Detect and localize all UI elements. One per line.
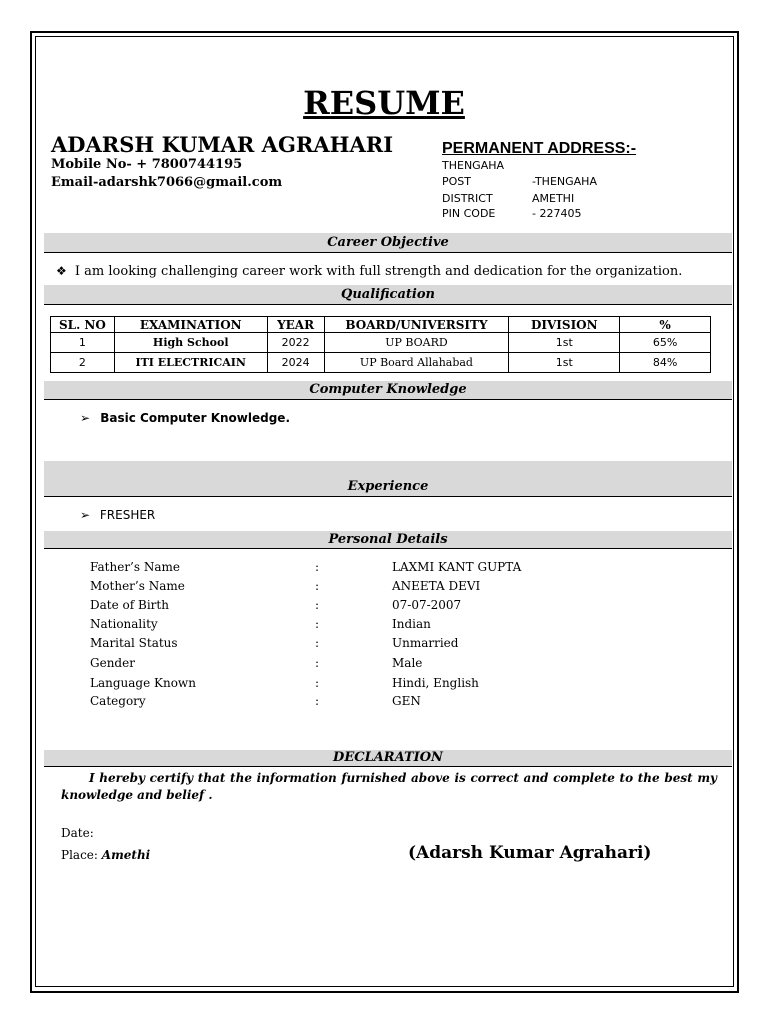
date-label: Date: [61, 826, 94, 840]
personal-colon: : [315, 579, 320, 593]
table-cell: 2024 [267, 353, 324, 373]
computer-knowledge-text: Basic Computer Knowledge. [100, 411, 290, 425]
personal-value: Indian [392, 617, 431, 631]
personal-colon: : [315, 636, 320, 650]
table-cell: UP Board Allahabad [324, 353, 509, 373]
table-cell: 65% [620, 333, 711, 353]
address-village: THENGAHA [442, 159, 505, 172]
personal-label: Father’s Name [90, 560, 180, 574]
personal-label: Mother’s Name [90, 579, 185, 593]
personal-value: Unmarried [392, 636, 459, 650]
personal-label: Date of Birth [90, 598, 169, 612]
personal-label: Language Known [90, 676, 196, 690]
career-objective-heading: Career Objective [44, 233, 732, 253]
column-header: BOARD/UNIVERSITY [324, 317, 509, 333]
table-cell: ITI ELECTRICAIN [114, 353, 267, 373]
table-cell: High School [114, 333, 267, 353]
personal-value: Male [392, 656, 423, 670]
resume-title: RESUME [303, 84, 465, 122]
personal-value: ANEETA DEVI [392, 579, 481, 593]
personal-value: GEN [392, 694, 421, 708]
arrow-bullet-icon: ➢ [80, 411, 91, 425]
personal-label: Nationality [90, 617, 158, 631]
table-row [51, 353, 711, 373]
computer-knowledge-heading: Computer Knowledge [44, 381, 732, 400]
column-header: SL. NO [51, 317, 115, 333]
address-district-label: DISTRICT [442, 192, 493, 205]
personal-value: Hindi, English [392, 676, 479, 690]
address-post-value: -THENGAHA [532, 175, 597, 188]
qualification-table [50, 316, 711, 373]
address-post-label: POST [442, 175, 471, 188]
email-address: Email-adarshk7066@gmail.com [51, 175, 283, 190]
personal-label: Category [90, 694, 146, 708]
signature-name: (Adarsh Kumar Agrahari) [408, 843, 652, 863]
personal-colon: : [315, 617, 320, 631]
declaration-text: I hereby certify that the information furnished above is correct and complete to the best my knowledge and belief . [61, 771, 717, 802]
qualification-heading: Qualification [44, 285, 732, 305]
candidate-name: ADARSH KUMAR AGRAHARI [51, 132, 394, 157]
table-cell: 1 [51, 333, 115, 353]
table-cell: 2022 [267, 333, 324, 353]
table-cell: 84% [620, 353, 711, 373]
personal-label: Marital Status [90, 636, 178, 650]
arrow-bullet-icon: ➢ [80, 508, 91, 522]
computer-knowledge-item [80, 411, 290, 425]
address-pin-label: PIN CODE [442, 207, 496, 220]
table-cell: 1st [509, 353, 620, 373]
declaration-paragraph [61, 770, 717, 804]
mobile-number: Mobile No- + 7800744195 [51, 157, 243, 172]
experience-item [80, 508, 155, 522]
place-value: Amethi [101, 848, 151, 862]
personal-value: 07-07-2007 [392, 598, 462, 612]
address-heading: PERMANENT ADDRESS:- [442, 140, 637, 157]
column-header: DIVISION [509, 317, 620, 333]
address-district-value: AMETHI [532, 192, 575, 205]
table-row [51, 333, 711, 353]
career-objective-text [56, 264, 682, 279]
diamond-bullet-icon: ❖ [56, 264, 67, 278]
personal-colon: : [315, 656, 320, 670]
career-objective-sentence: I am looking challenging career work with full strength and dedication for the organization. [74, 264, 683, 279]
personal-colon: : [315, 694, 320, 708]
column-header: % [620, 317, 711, 333]
address-pin-value: - 227405 [532, 207, 582, 220]
personal-value: LAXMI KANT GUPTA [392, 560, 522, 574]
table-cell: UP BOARD [324, 333, 509, 353]
personal-label: Gender [90, 656, 135, 670]
place-label: Place: [61, 848, 98, 862]
personal-colon: : [315, 560, 320, 574]
personal-colon: : [315, 676, 320, 690]
personal-details-heading: Personal Details [44, 531, 732, 549]
column-header: YEAR [267, 317, 324, 333]
personal-colon: : [315, 598, 320, 612]
place-line [61, 848, 150, 862]
experience-text: FRESHER [99, 508, 156, 522]
declaration-heading: DECLARATION [44, 750, 732, 767]
experience-heading: Experience [44, 461, 732, 497]
table-header-row [51, 317, 711, 333]
column-header: EXAMINATION [114, 317, 267, 333]
table-cell: 2 [51, 353, 115, 373]
table-cell: 1st [509, 333, 620, 353]
